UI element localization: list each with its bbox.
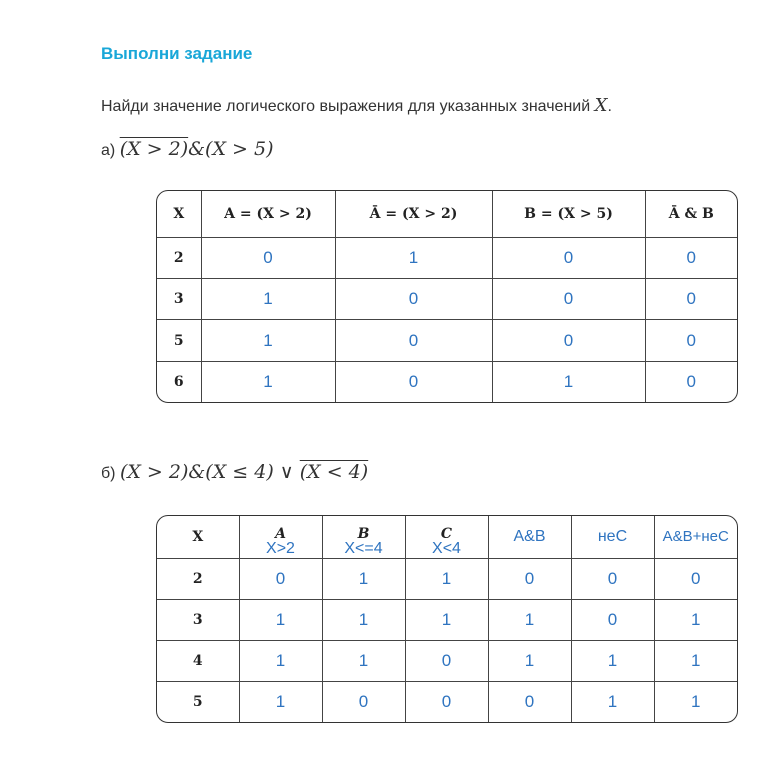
table-b-cell: 1 bbox=[654, 682, 737, 722]
table-row bbox=[157, 599, 737, 640]
table-b-header-x: X bbox=[157, 516, 239, 558]
table-b-cell: 0 bbox=[571, 599, 654, 640]
table-row bbox=[157, 682, 737, 722]
table-b-cell: 1 bbox=[405, 558, 488, 599]
intro-variable: X bbox=[594, 95, 608, 116]
table-b-header-b-note: X<=4 bbox=[344, 540, 383, 557]
part-a-negated-term: (X > 2) bbox=[119, 138, 189, 160]
table-b-cell: 0 bbox=[571, 558, 654, 599]
part-a-label: а) bbox=[101, 142, 116, 159]
table-b-cell: 1 bbox=[571, 682, 654, 722]
table-a-header-a: A = (X > 2) bbox=[201, 191, 335, 237]
table-a-cell: 1 bbox=[201, 278, 335, 319]
table-b-header-a bbox=[239, 516, 322, 558]
table-b-cell: 0 bbox=[654, 558, 737, 599]
table-b-x-cell: 4 bbox=[157, 640, 239, 681]
intro-text: Найди значение логического выражения для указанных значений bbox=[101, 98, 595, 115]
table-a-header-row bbox=[157, 191, 737, 237]
part-a-heading bbox=[101, 138, 274, 160]
part-a-expression bbox=[120, 138, 274, 160]
table-a-cell: 0 bbox=[645, 320, 737, 361]
table-a-x-cell: 2 bbox=[157, 237, 201, 278]
table-a bbox=[156, 190, 738, 403]
table-a-cell: 0 bbox=[645, 278, 737, 319]
table-row bbox=[157, 361, 737, 402]
table-row bbox=[157, 640, 737, 681]
table-b-cell: 1 bbox=[654, 640, 737, 681]
table-b-header-result: A&B+неC bbox=[654, 516, 737, 558]
table-a-cell: 0 bbox=[492, 278, 645, 319]
table-b-cell: 1 bbox=[239, 599, 322, 640]
table-b-cell: 1 bbox=[654, 599, 737, 640]
table-b-cell: 1 bbox=[239, 682, 322, 722]
part-b-negated-term: (X < 4) bbox=[299, 461, 369, 483]
part-b-expression bbox=[120, 461, 368, 483]
part-a-rest: &(X > 5) bbox=[188, 138, 274, 160]
table-b-cell: 1 bbox=[488, 599, 571, 640]
table-a-cell: 0 bbox=[335, 361, 492, 402]
table-b bbox=[156, 515, 738, 723]
table-a-cell: 0 bbox=[492, 320, 645, 361]
table-b-header-not-c: неC bbox=[571, 516, 654, 558]
table-a-cell: 0 bbox=[645, 361, 737, 402]
table-row bbox=[157, 558, 737, 599]
table-b-header-c bbox=[405, 516, 488, 558]
task-title: Выполни задание bbox=[101, 44, 253, 63]
table-b-header-row bbox=[157, 516, 737, 558]
part-b-heading bbox=[101, 461, 368, 483]
table-b-x-cell: 3 bbox=[157, 599, 239, 640]
table-b-header-b bbox=[322, 516, 405, 558]
table-a-cell: 1 bbox=[201, 361, 335, 402]
table-row bbox=[157, 278, 737, 319]
table-b-cell: 1 bbox=[322, 558, 405, 599]
table-a-cell: 0 bbox=[201, 237, 335, 278]
table-b-cell: 1 bbox=[322, 599, 405, 640]
table-a-cell: 0 bbox=[335, 320, 492, 361]
table-a-x-cell: 6 bbox=[157, 361, 201, 402]
table-b-header-a-note: X>2 bbox=[266, 540, 295, 557]
table-a-cell: 0 bbox=[335, 278, 492, 319]
table-b-header-c-note: X<4 bbox=[432, 540, 461, 557]
table-b-header-c-printed: C bbox=[440, 526, 453, 542]
table-a-cell: 1 bbox=[492, 361, 645, 402]
table-b-cell: 1 bbox=[239, 640, 322, 681]
table-a-header-not-a: Ā = (X > 2) bbox=[335, 191, 492, 237]
table-a-header-x: X bbox=[157, 191, 201, 237]
table-b-x-cell: 2 bbox=[157, 558, 239, 599]
table-b-x-cell: 5 bbox=[157, 682, 239, 722]
table-a-cell: 0 bbox=[645, 237, 737, 278]
table-b-header-a-printed: A bbox=[275, 526, 286, 542]
intro-end: . bbox=[607, 98, 612, 115]
table-row bbox=[157, 320, 737, 361]
table-a-cell: 1 bbox=[335, 237, 492, 278]
table-b-cell: 1 bbox=[571, 640, 654, 681]
table-b-cell: 1 bbox=[488, 640, 571, 681]
table-b-cell: 0 bbox=[488, 682, 571, 722]
task-intro bbox=[101, 95, 612, 116]
table-b-cell: 0 bbox=[488, 558, 571, 599]
table-b-cell: 0 bbox=[322, 682, 405, 722]
table-a-header-b: B = (X > 5) bbox=[492, 191, 645, 237]
table-a-cell: 1 bbox=[201, 320, 335, 361]
table-b-cell: 0 bbox=[405, 682, 488, 722]
table-a-x-cell: 3 bbox=[157, 278, 201, 319]
table-b-cell: 1 bbox=[405, 599, 488, 640]
table-a-header-not-a-and-b: Ā & B bbox=[645, 191, 737, 237]
table-b-cell: 1 bbox=[322, 640, 405, 681]
part-b-plain: (X > 2)&(X ≤ 4) ∨ bbox=[119, 461, 300, 483]
table-a-x-cell: 5 bbox=[157, 320, 201, 361]
table-b-cell: 0 bbox=[405, 640, 488, 681]
table-b-cell: 0 bbox=[239, 558, 322, 599]
part-b-label: б) bbox=[101, 465, 116, 482]
table-row bbox=[157, 237, 737, 278]
table-a-cell: 0 bbox=[492, 237, 645, 278]
table-b-header-b-printed: B bbox=[357, 526, 370, 542]
table-b-header-a-and-b: A&B bbox=[488, 516, 571, 558]
